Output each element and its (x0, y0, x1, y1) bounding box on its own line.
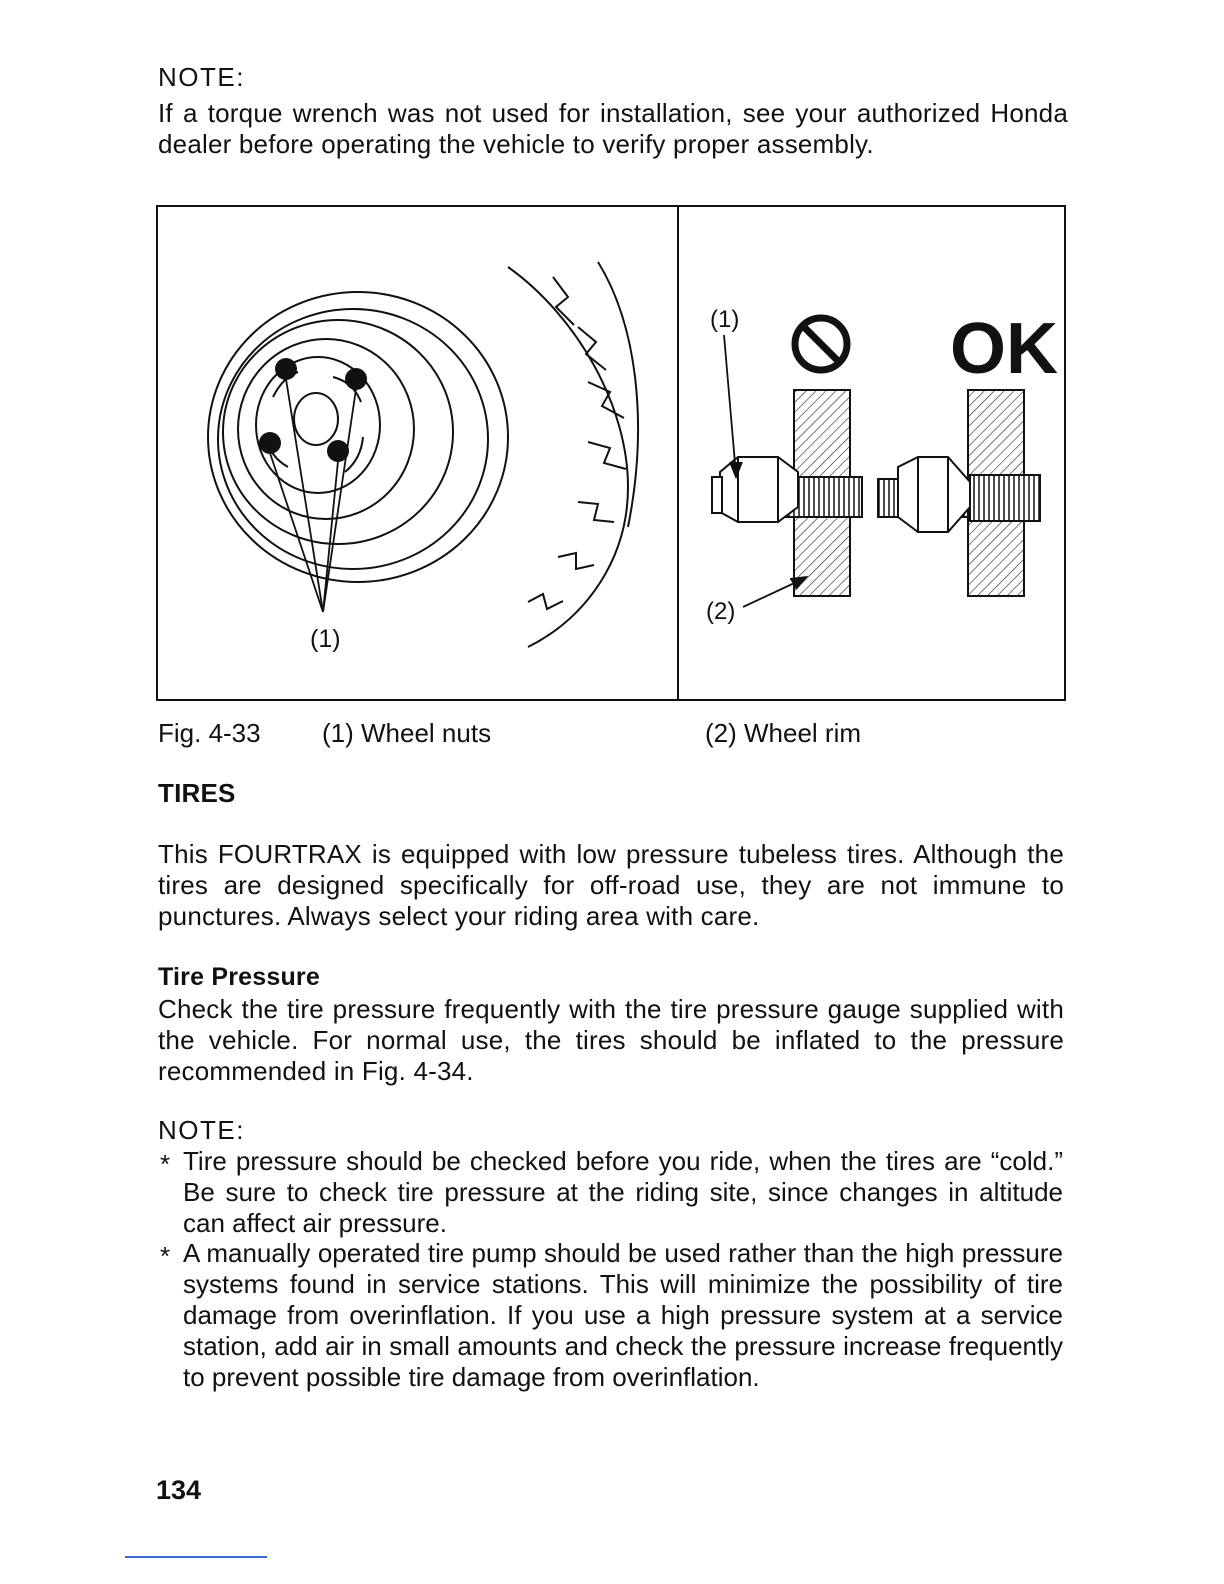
left-callout-label: (1) (310, 625, 341, 653)
tires-paragraph: This FOURTRAX is equipped with low pressure tubeless tires. Although the tires are designed specifically for off-road use, they are not immune to punctures. Always select your riding area with care. (158, 839, 1064, 931)
left-callout-lines (270, 379, 356, 612)
incorrect-nut-assembly (712, 390, 862, 596)
figure-number: Fig. 4-33 (158, 718, 261, 748)
note-bullet-1: Tire pressure should be checked before you ride, when the tires are “cold.” Be sure to check tire pressure at the riding site, since changes in altitude can affect air pressure. (183, 1146, 1063, 1238)
note-label-2: NOTE: (158, 1115, 245, 1145)
section-heading-tires: TIRES (158, 778, 236, 808)
wheel-nuts (259, 358, 367, 462)
prohibited-icon (795, 318, 847, 370)
right-callout-2-label: (2) (706, 598, 736, 625)
caption-item-1: (1) Wheel nuts (322, 718, 492, 748)
page-number: 134 (156, 1475, 202, 1505)
right-callout-1-label: (1) (710, 306, 740, 333)
footer-rule (125, 1556, 267, 1558)
caption-item-2: (2) Wheel rim (705, 718, 862, 748)
note-bullet-2: A manually operated tire pump should be used rather than the high pressure systems found in service stations. This will minimize the possibility of tire damage from overinflation. If you use a high pressure system at a service station, add air in small amounts and check the pressure increase frequently to prevent possible tire damage from overinflation. (183, 1238, 1063, 1392)
bullet-marker: * (160, 1241, 171, 1271)
ok-label: OK (950, 309, 1058, 389)
wheel-drawing (208, 262, 638, 647)
figure-4-33 (156, 205, 1066, 701)
note-text: If a torque wrench was not used for installation, see your authorized Honda dealer before operating the vehicle to verify proper assembly. (158, 98, 1068, 159)
tire-pressure-paragraph: Check the tire pressure frequently with the tire pressure gauge supplied with the vehicle. For normal use, the tires should be inflated to the pressure recommended in Fig. 4-34. (158, 994, 1064, 1086)
bullet-marker: * (160, 1149, 171, 1179)
note-label: NOTE: (158, 62, 245, 92)
subheading-tire-pressure: Tire Pressure (158, 963, 320, 991)
wheel-nut-illustration (158, 207, 1064, 699)
correct-nut-assembly (878, 390, 1040, 596)
